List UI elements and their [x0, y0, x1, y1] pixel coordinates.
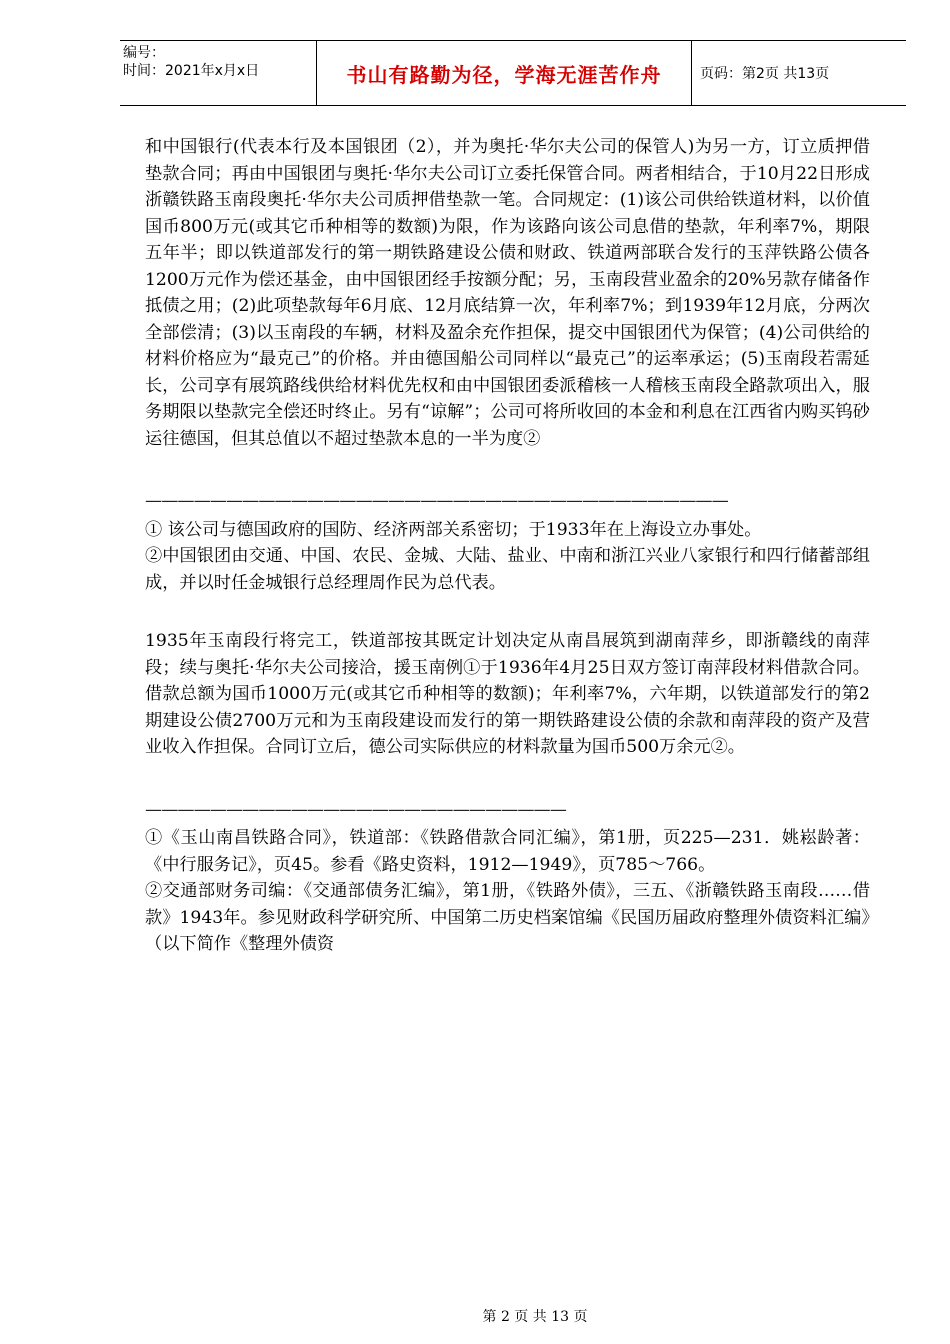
page-header	[120, 40, 906, 106]
header-number-label: 编号：	[123, 45, 165, 61]
body-paragraph-1: 和中国银行(代表本行及本国银团（2），并为奥托·华尔夫公司的保管人)为另一方，订立质押借垫款合同；再由中国银团与奥托·华尔夫公司订立委托保管合同。两者相结合，于10月22日形成浙赣铁路玉南段奥托·华尔夫公司质押借垫款一笔。合同规定：(1)该公司供给铁道材料，以价值国币800万元(或其它币种相等的数额)为限，作为该路向该公司息借的垫款，年利率7%，期限五年半；即以铁道部发行的第一期铁路建设公债和财政、铁道两部联合发行的玉萍铁路公债各1200万元作为偿还基金，由中国银团经手按额分配；另，玉南段营业盈余的20%另款存储备作抵债之用；(2)此项垫款每年6月底、12月底结算一次，年利率7%；到1939年12月底，分两次全部偿清；(3)以玉南段的车辆，材料及盈余充作担保，提交中国银团代为保管；(4)公司供给的材料价格应为“最克己”的价格。并由德国船公司同样以“最克己”的运率承运；(5)玉南段若需延长，公司享有展筑路线供给材料优先权和由中国银团委派稽核一人稽核玉南段全路款项出入，服务期限以垫款完全偿还时终止。另有“谅解”；公司可将所收回的本金和利息在江西省内购买钨砂运往德国，但其总值以不超过垫款本息的一半为度②	[145, 137, 870, 449]
footnote-separator-1: ————————————————————————————————————	[145, 491, 728, 511]
document-body	[145, 134, 870, 958]
footnote-1: ① 该公司与德国政府的国防、经济两部关系密切；于1933年在上海设立办事处。	[145, 519, 762, 540]
header-time-label: 时间：2021年x月x日	[123, 63, 260, 79]
footnote-separator-2: ——————————————————————————	[145, 799, 566, 820]
footnote-3: ①《玉山南昌铁路合同》，铁道部：《铁路借款合同汇编》，第1册，页225—231．姚崧龄著：《中行服务记》，页45。参看《路史资料，1912—1949》，页785～766。	[145, 828, 870, 875]
header-meta	[120, 41, 316, 105]
page-footer: 第 2 页 共 13 页	[482, 1309, 588, 1325]
footnote-2: ②中国银团由交通、中国、农民、金城、大陆、盐业、中南和浙江兴业八家银行和四行储蓄部组成，并以时任金城银行总经理周作民为总代表。	[145, 546, 870, 593]
body-paragraph-2: 1935年玉南段行将完工，铁道部按其既定计划决定从南昌展筑到湖南萍乡，即浙赣线的南萍段；续与奥托·华尔夫公司接洽，援玉南例①于1936年4月25日双方签订南萍段材料借款合同。借款总额为国币1000万元(或其它币种相等的数额)；年利率7%，六年期，以铁道部发行的第2期建设公债2700万元和为玉南段建设而发行的第一期铁路建设公债的余款和南萍段的资产及营业收入作担保。合同订立后，德公司实际供应的材料款量为国币500万余元②。	[145, 631, 870, 757]
header-motto: 书山有路勤为径，学海无涯苦作舟	[316, 41, 692, 105]
header-page-label: 页码：第2页 共13页	[700, 66, 830, 82]
footnote-4: ②交通部财务司编：《交通部债务汇编》，第1册，《铁路外债》，三五、《浙赣铁路玉南段……借款》1943年。参见财政科学研究所、中国第二历史档案馆编《民国历届政府整理外债资料汇编》（以下简作《整理外债资	[145, 881, 870, 954]
